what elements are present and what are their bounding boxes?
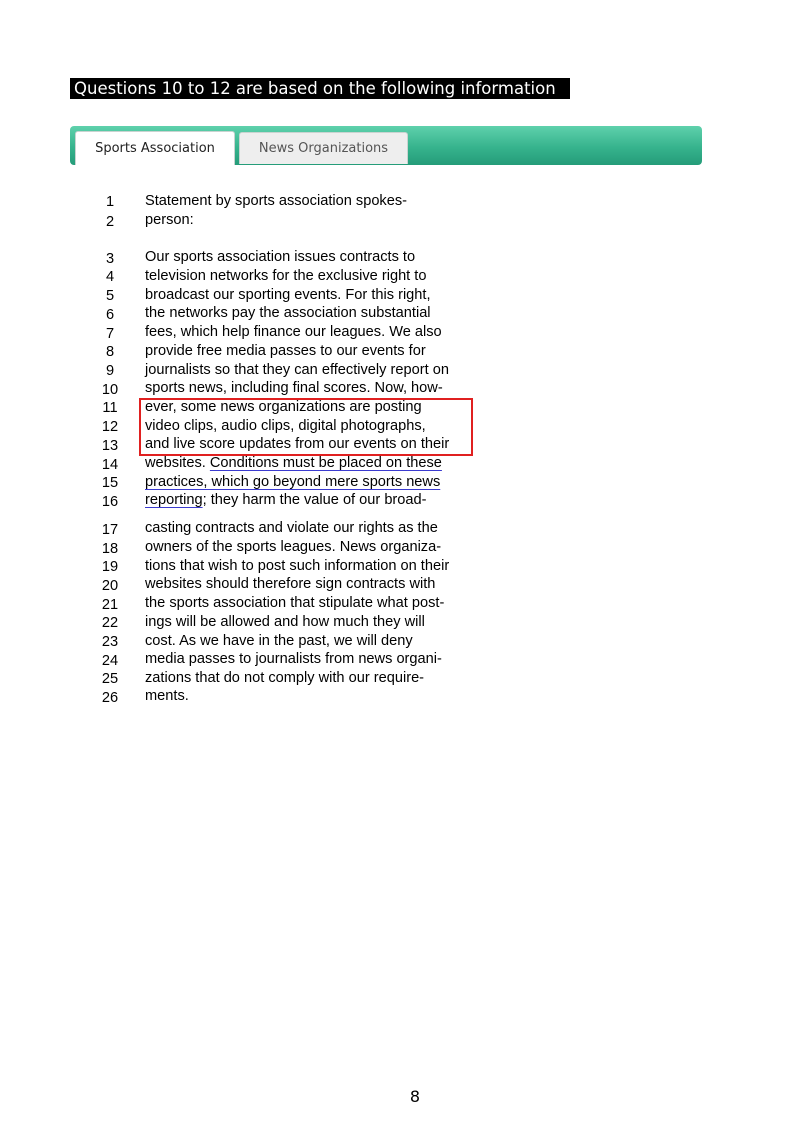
line-number: 21: [101, 597, 119, 613]
line-number: 14: [101, 457, 119, 473]
passage-line: sports news, including final scores. Now, how-: [145, 380, 443, 396]
line-number: 1: [105, 194, 115, 210]
passage-line: [145, 454, 442, 473]
passage-line: fees, which help finance our leagues. We also: [145, 324, 442, 340]
passage-line: broadcast our sporting events. For this right,: [145, 287, 431, 303]
passage-line: the networks pay the association substantial: [145, 305, 431, 321]
passage-line: tions that wish to post such information on their: [145, 558, 450, 574]
passage-line: Statement by sports association spokes-: [145, 193, 408, 209]
passage-line: zations that do not comply with our require-: [145, 670, 425, 686]
passage-line: media passes to journalists from news organi-: [145, 651, 442, 667]
passage-line: journalists so that they can effectively report on: [145, 362, 449, 378]
line-number: 26: [101, 690, 119, 706]
passage-line: [145, 473, 440, 492]
tab-bar: [70, 126, 702, 165]
line-number: 8: [105, 344, 115, 360]
passage-line: cost. As we have in the past, we will deny: [145, 633, 413, 649]
line-number: 9: [105, 363, 115, 379]
line-number: 7: [105, 326, 115, 342]
line-number: 23: [101, 634, 119, 650]
line-number: 15: [101, 475, 119, 491]
passage-line: websites should therefore sign contracts with: [145, 576, 436, 592]
line-number: 4: [105, 269, 115, 285]
line-number: 24: [101, 653, 119, 669]
highlight-box: [139, 398, 473, 456]
passage-line: the sports association that stipulate what post-: [145, 595, 445, 611]
tab-news-organizations[interactable]: News Organizations: [239, 132, 408, 164]
line-number: 2: [105, 214, 115, 230]
line-number: 17: [101, 522, 119, 538]
tab-sports-association[interactable]: Sports Association: [75, 131, 235, 165]
passage-line: [145, 491, 427, 510]
line-number: 25: [101, 671, 119, 687]
line-number: 6: [105, 307, 115, 323]
page-number: 8: [409, 1087, 421, 1106]
underlined-text: Conditions must be placed on these: [209, 455, 442, 471]
underlined-text: reporting: [145, 492, 203, 508]
line-number: 22: [101, 615, 119, 631]
plain-text: ; they harm the value of our broad-: [202, 492, 427, 508]
passage-line: person:: [145, 212, 194, 228]
line-number: 19: [101, 559, 119, 575]
passage-line: provide free media passes to our events for: [145, 343, 426, 359]
passage-line: ever, some news organizations are posting: [145, 399, 422, 415]
underlined-text: practices, which go beyond mere sports news: [145, 474, 441, 490]
line-number: 16: [101, 494, 119, 510]
passage-line: and live score updates from our events on their: [145, 436, 450, 452]
passage-line: Our sports association issues contracts to: [145, 249, 416, 265]
plain-text: websites.: [145, 455, 210, 471]
line-number: 20: [101, 578, 119, 594]
passage-line: video clips, audio clips, digital photographs,: [145, 418, 426, 434]
line-number: 18: [101, 541, 119, 557]
section-heading: Questions 10 to 12 are based on the following information: [70, 78, 570, 99]
line-number: 3: [105, 251, 115, 267]
passage-line: owners of the sports leagues. News organiza-: [145, 539, 442, 555]
passage-line: ments.: [145, 688, 189, 704]
passage-line: television networks for the exclusive right to: [145, 268, 427, 284]
passage-line: casting contracts and violate our rights as the: [145, 520, 438, 536]
line-number: 11: [102, 400, 118, 416]
line-number: 13: [101, 438, 119, 454]
line-number: 5: [105, 288, 115, 304]
line-number: 12: [101, 419, 119, 435]
passage-line: ings will be allowed and how much they will: [145, 614, 425, 630]
line-number: 10: [101, 382, 119, 398]
